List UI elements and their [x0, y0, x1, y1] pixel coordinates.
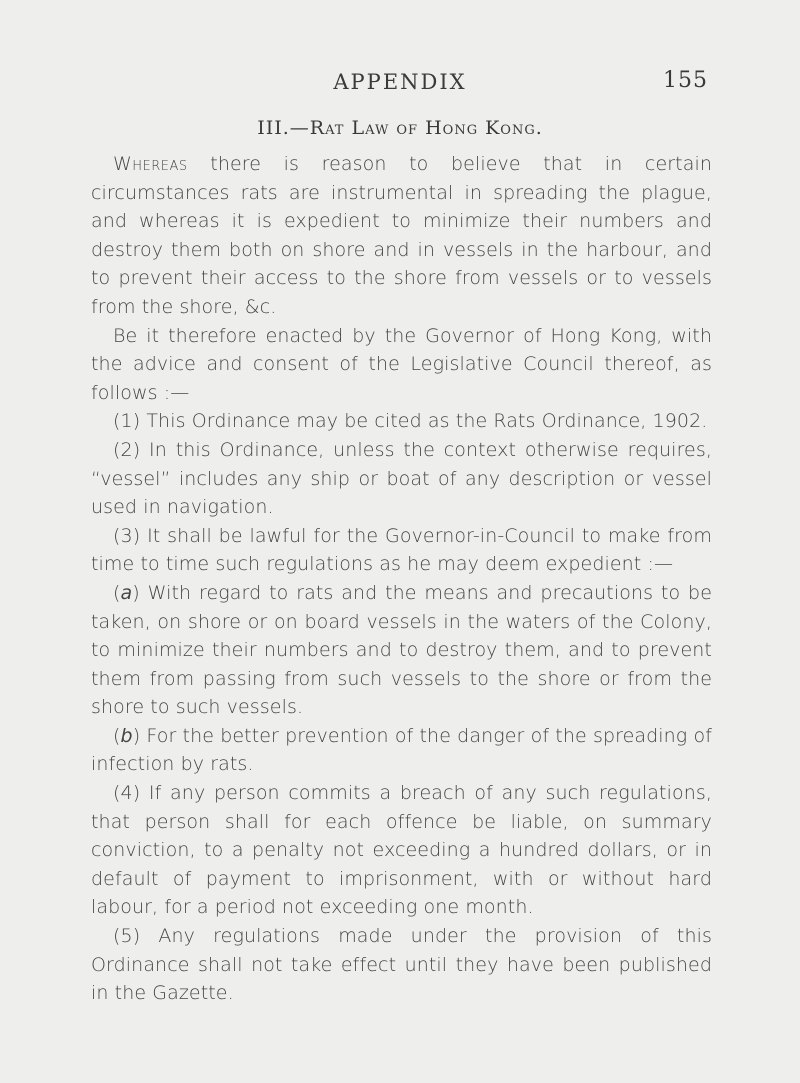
enactment-paragraph: Be it therefore enacted by the Governor of Hong Kong, with the advice and consent of the Legislative Council thereof, as follows :— [91, 324, 712, 404]
running-title: APPENDIX [333, 70, 467, 94]
preamble-text: there is reason to believe that in certain circumstances rats are instrumental in spreading the plague, and whereas it is expedient to minimize their numbers and destroy them both on shore and in vessels in the harbour, and to prevent their access to the shore from vessels or to vessels from the shore, &c. [91, 153, 712, 318]
section-title-prefix: III.— [257, 117, 310, 139]
clause-4: (4) If any person commits a breach of any such regulations, that person shall for each offence be liable, on summary conviction, to a penalty not exceeding a hundred dollars, or in default of payment to imprisonment, with or without hard labour, for a period not exceeding one month. [91, 782, 712, 919]
clause-3a: (a) With regard to rats and the means and precautions to be taken, on shore or on board vessels in the waters of the Colony, to minimize their numbers and to destroy them, and to prevent them from passing from such vessels to the shore or from the shore to such vessels. [91, 581, 712, 719]
clause-3a-marker: a [120, 581, 133, 604]
clause-3b-text: For the better prevention of the danger of the spreading of infection by rats. [91, 724, 712, 776]
clause-3b: (b) For the better prevention of the danger of the spreading of infection by rats. [91, 724, 712, 776]
clause-1: (1) This Ordinance may be cited as the Rats Ordinance, 1902. [113, 410, 708, 433]
section-title-text: Rat Law of Hong Kong. [309, 117, 543, 139]
clause-3: (3) It shall be lawful for the Governor-in-Council to make from time to time such regulations as he may deem expedient :— [91, 524, 712, 576]
preamble-paragraph [91, 150, 712, 322]
running-head [0, 70, 800, 100]
page-number: 155 [663, 68, 708, 93]
clause-2: (2) In this Ordinance, unless the context otherwise requires, “vessel” includes any ship or boat of any description or vessel used in navigation. [91, 438, 712, 519]
clause-3b-marker: b [120, 724, 133, 747]
preamble-lead-word: Whereas [113, 153, 188, 175]
section-title [0, 117, 800, 139]
clause-5: (5) Any regulations made under the provision of this Ordinance shall not take effect until they have been published in the Gazette. [91, 925, 712, 1005]
clause-3a-text: With regard to rats and the means and precautions to be taken, on shore or on board vessels in the waters of the Colony, to minimize their numbers and to destroy them, and to prevent them from passing from such vessels to the shore or from the shore to such vessels. [91, 581, 712, 719]
body-text [91, 150, 712, 1008]
